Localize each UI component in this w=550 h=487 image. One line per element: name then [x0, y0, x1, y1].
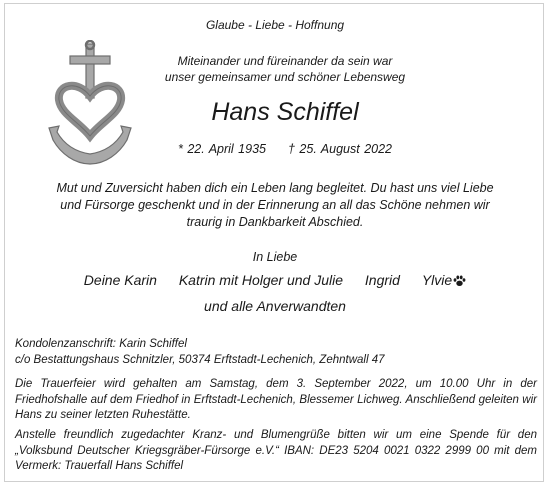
- intro-line: unser gemeinsamer und schöner Lebensweg: [164, 70, 406, 84]
- poem-line: Mut und Zuversicht haben dich ein Leben lang begleitet. Du hast uns viel Liebe: [56, 181, 494, 195]
- motto: Glaube - Liebe - Hoffnung: [205, 18, 345, 32]
- relatives-line: und alle Anverwandten: [204, 298, 346, 314]
- family-member: Katrin mit Holger und Julie: [178, 272, 344, 288]
- address-line: c/o Bestattungshaus Schnitzler, 50374 Erftstadt-Lechenich, Zehntwall 47: [15, 354, 385, 366]
- deceased-name: Hans Schiffel: [211, 98, 359, 126]
- donation-request-text: Anstelle freundlich zugedachter Kranz- und Blumengrüße bitten wir um eine Spende für den „Volksbund Deutscher Kriegsgräber-Fürsorge e.V.“ IBAN: DE23 5204 0021 0322 2999 00 mit dem Vermerk: Trauerfall Hans Schiffel: [15, 429, 537, 472]
- family-names: [5, 272, 545, 288]
- poem-text: [19, 180, 531, 231]
- intro-line: Miteinander und füreinander da sein war: [177, 54, 393, 68]
- life-dates: [135, 142, 435, 156]
- in-love-label: In Liebe: [252, 250, 298, 264]
- birth-date: * 22. April 1935: [177, 142, 266, 156]
- family-member: Deine Karin: [83, 272, 157, 288]
- poem-line: traurig in Dankbarkeit Abschied.: [186, 215, 364, 229]
- funeral-ceremony-text: Die Trauerfeier wird gehalten am Samstag, dem 3. September 2022, um 10.00 Uhr in der Friedhofshalle auf dem Friedhof in Erftstadt-Lechenich, Blessemer Lichweg. Anschließend geleiten wir Hans zu seiner letzten Ruhestätte.: [15, 378, 537, 421]
- condolence-address: [15, 336, 535, 368]
- death-date: † 25. August 2022: [288, 142, 393, 156]
- paw-icon: [453, 275, 466, 287]
- address-line: Kondolenzanschrift: Karin Schiffel: [15, 338, 187, 350]
- family-member: Ingrid: [364, 272, 400, 288]
- pet-name: Ylvie: [421, 272, 453, 288]
- faith-love-hope-anchor-icon: [45, 40, 135, 168]
- poem-line: und Fürsorge geschenkt und in der Erinnerung an all das Schöne nehmen wir: [60, 198, 490, 212]
- obituary-notice: [4, 3, 544, 482]
- family-member-pet: [422, 272, 466, 288]
- intro-text: [135, 53, 435, 85]
